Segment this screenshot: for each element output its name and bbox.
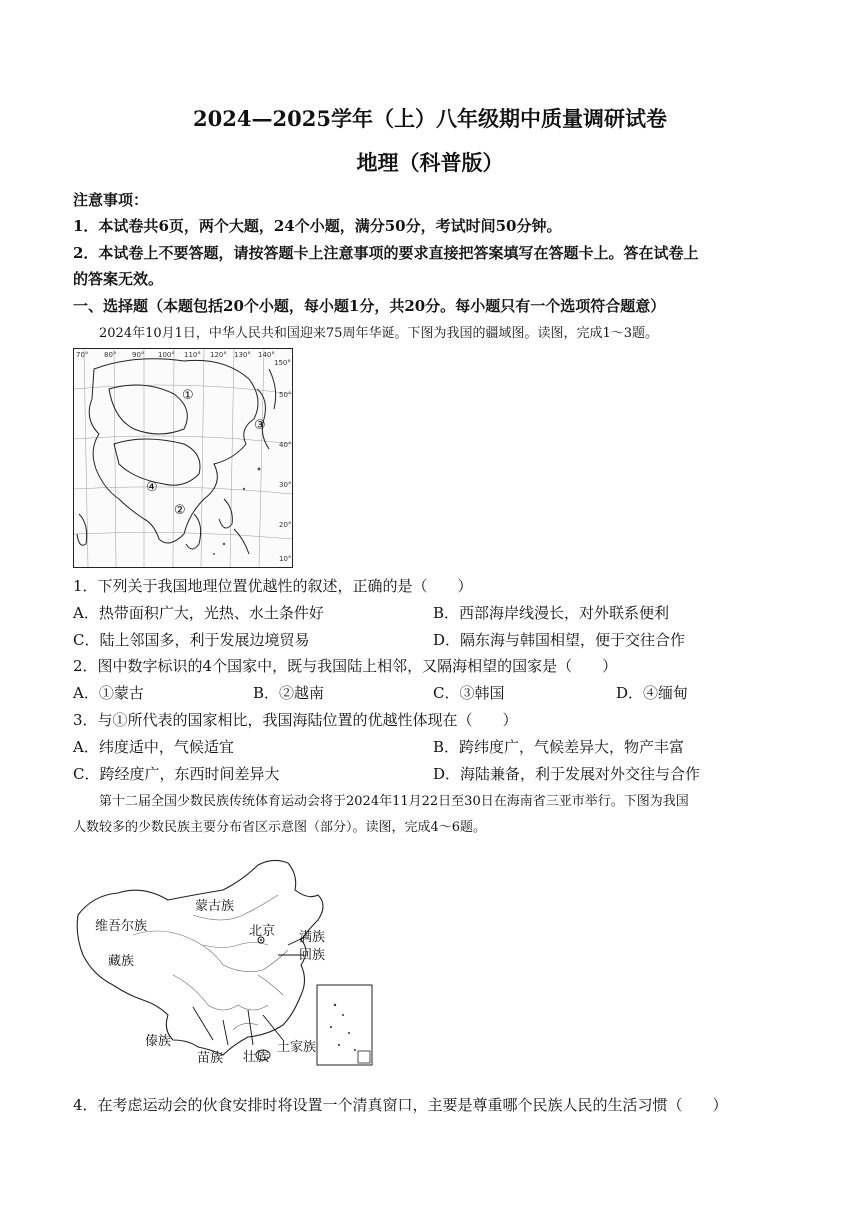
- tick-label: 130°: [234, 351, 251, 359]
- q1-option-c: C．陆上邻国多，利于发展边境贸易: [73, 631, 310, 649]
- q2-option-d: D．④缅甸: [616, 684, 689, 702]
- q3-option-d: D．海陆兼备，利于发展对外交往与合作: [433, 765, 701, 783]
- tick-label: 80°: [104, 351, 117, 359]
- label-uyghur: 维吾尔族: [95, 919, 148, 934]
- notice-item-1: 1．本试卷共6页，两个大题，24个小题，满分50分，考试时间50分钟。: [73, 217, 562, 235]
- tick-label: 90°: [132, 351, 145, 359]
- label-miao: 苗族: [197, 1051, 224, 1066]
- label-tibetan: 藏族: [108, 954, 135, 969]
- label-mongol: 蒙古族: [195, 899, 235, 914]
- label-manchu: 满族: [299, 930, 326, 945]
- q2-option-a: A．①蒙古: [73, 684, 144, 702]
- tick-label: 140°: [258, 351, 275, 359]
- q1-option-a: A．热带面积广大，光热、水土条件好: [73, 604, 324, 622]
- marker-1: ①: [182, 388, 194, 403]
- tick-label: 100°: [158, 351, 175, 359]
- section-heading: 一、选择题（本题包括20个小题，每小题1分，共20分。每小题只有一个选项符合题意）: [73, 297, 666, 315]
- label-dai: 傣族: [145, 1034, 172, 1049]
- lat-label: 50°: [279, 391, 292, 399]
- q1-option-b: B．西部海岸线漫长，对外联系便利: [433, 604, 670, 622]
- notice-heading: 注意事项：: [73, 191, 149, 209]
- label-beijing: 北京: [249, 924, 276, 939]
- intro2-line2: 人数较多的少数民族主要分布省区示意图（部分）。读图，完成4～6题。: [73, 820, 487, 835]
- lat-label: 40°: [279, 441, 292, 449]
- exam-subtitle: 地理（科普版）: [356, 150, 504, 175]
- marker-4: ④: [146, 480, 158, 495]
- notice-item-2a: 2．本试卷上不要答题，请按答题卡上注意事项的要求直接把答案填写在答题卡上。答在试卷上: [73, 244, 699, 262]
- notice-item-2b: 的答案无效。: [73, 270, 164, 288]
- label-tujia: 土家族: [277, 1040, 317, 1055]
- label-zhuang: 壮族: [243, 1050, 270, 1065]
- lat-label: 20°: [279, 521, 292, 529]
- ethnic-map: [73, 855, 388, 1075]
- q1-option-d: D．隔东海与韩国相望，便于交往合作: [433, 631, 686, 649]
- q2-stem: 2．图中数字标识的4个国家中，既与我国陆上相邻，又隔海相望的国家是（ ）: [73, 657, 618, 675]
- marker-3: ③: [254, 418, 266, 433]
- q3-option-c: C．跨经度广，东西时间差异大: [73, 765, 280, 783]
- exam-title: 2024—2025学年（上）八年级期中质量调研试卷: [193, 106, 667, 131]
- lat-label: 10°: [279, 555, 292, 563]
- marker-2: ②: [174, 503, 186, 518]
- tick-label: 70°: [76, 351, 89, 359]
- territory-map: [73, 348, 293, 568]
- intro2-line1: 第十二届全国少数民族传统体育运动会将于2024年11月22日至30日在海南省三亚市举行。下图为我国: [99, 794, 689, 809]
- q3-option-a: A．纬度适中，气候适宜: [73, 738, 234, 756]
- q2-option-b: B．②越南: [253, 684, 325, 702]
- q3-stem: 3．与①所代表的国家相比，我国海陆位置的优越性体现在（ ）: [73, 711, 518, 729]
- label-hui: 回族: [299, 948, 326, 963]
- tick-label: 150°: [274, 359, 291, 367]
- q3-option-b: B．跨纬度广，气候差异大，物产丰富: [433, 738, 685, 756]
- lat-label: 30°: [279, 481, 292, 489]
- section-intro: 2024年10月1日，中华人民共和国迎来75周年华诞。下图为我国的疆域图。读图，完成1～3题。: [99, 326, 658, 341]
- q4-stem: 4．在考虑运动会的伙食安排时将设置一个清真窗口，主要是尊重哪个民族人民的生活习惯（ ）: [73, 1096, 728, 1114]
- tick-label: 120°: [210, 351, 227, 359]
- q2-option-c: C．③韩国: [433, 684, 505, 702]
- tick-label: 110°: [184, 351, 201, 359]
- q1-stem: 1．下列关于我国地理位置优越性的叙述，正确的是（ ）: [73, 577, 473, 595]
